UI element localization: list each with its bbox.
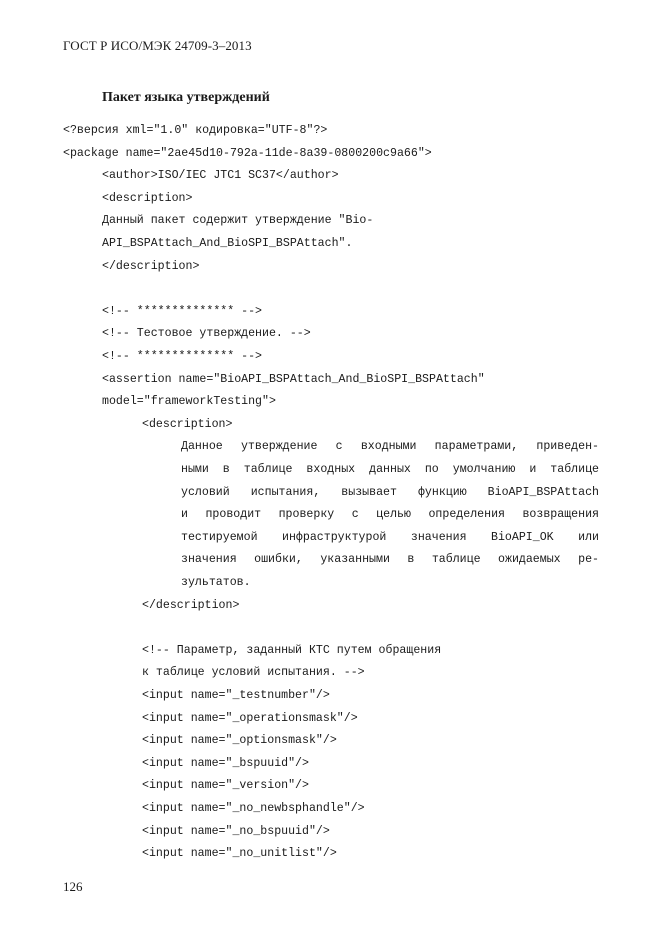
code-line-assertion-description-5: тестируемой инфраструктурой значения BioAPI_OK или: [181, 530, 599, 544]
code-line-package-open: <package name="2ae45d10-792a-11de-8a39-0800200c9a66">: [63, 146, 432, 160]
code-line-assertion-description-7: зультатов.: [181, 576, 251, 589]
code-line-comment-parameter-2: к таблице условий испытания. -->: [142, 666, 365, 680]
code-line-description-open: <description>: [102, 191, 193, 205]
code-line-input-no-unitlist: <input name="_no_unitlist"/>: [142, 847, 337, 861]
code-line-comment-stars-1: <!-- ************** -->: [102, 304, 263, 318]
code-line-assertion-description-6: значения ошибки, указанными в таблице ожидаемых ре-: [181, 553, 599, 567]
page-number: 126: [63, 879, 83, 894]
code-line-input-bspuuid: <input name="_bspuuid"/>: [142, 756, 309, 770]
code-line-input-operationsmask: <input name="_operationsmask"/>: [142, 711, 358, 725]
code-line-assertion-open: <assertion name="BioAPI_BSPAttach_And_BioSPI_BSPAttach": [102, 372, 485, 386]
code-line-assertion-description-1: Данное утверждение с входными параметрами, приведен-: [181, 440, 599, 454]
code-line-author: <author>ISO/IEC JTC1 SC37</author>: [102, 169, 339, 183]
code-line-xml-declaration: <?версия xml="1.0" кодировка="UTF-8"?>: [63, 124, 328, 137]
code-line-comment-parameter-1: <!-- Параметр, заданный КТС путем обращения: [142, 643, 442, 657]
code-line-description-close: </description>: [102, 259, 200, 273]
code-line-assertion-description-2: ными в таблице входных данных по умолчанию и таблице: [181, 463, 599, 476]
code-line-assertion-description-open: <description>: [142, 417, 233, 431]
code-line-input-testnumber: <input name="_testnumber"/>: [142, 689, 330, 702]
document-header: ГОСТ Р ИСО/МЭК 24709-3–2013: [63, 38, 252, 53]
code-line-assertion-model: model="frameworkTesting">: [102, 395, 276, 409]
code-line-assertion-description-3: условий испытания, вызывает функцию BioAPI_BSPAttach: [181, 485, 599, 499]
code-line-comment-stars-2: <!-- ************** -->: [102, 350, 263, 363]
code-line-input-no-newbsphandle: <input name="_no_newbsphandle"/>: [142, 802, 365, 815]
code-line-assertion-description-4: и проводит проверку с целью определения возвращения: [181, 508, 599, 522]
code-line-package-description-2: API_BSPAttach_And_BioSPI_BSPAttach".: [102, 237, 353, 250]
code-line-comment-test-assertion: <!-- Тестовое утверждение. -->: [102, 327, 311, 341]
code-line-input-optionsmask: <input name="_optionsmask"/>: [142, 734, 337, 748]
code-line-package-description-1: Данный пакет содержит утверждение "Bio-: [102, 214, 374, 228]
code-line-assertion-description-close: </description>: [142, 598, 240, 612]
code-line-input-no-bspuuid: <input name="_no_bspuuid"/>: [142, 824, 330, 838]
code-line-input-version: <input name="_version"/>: [142, 779, 309, 793]
section-title: Пакет языка утверждений: [102, 90, 270, 105]
